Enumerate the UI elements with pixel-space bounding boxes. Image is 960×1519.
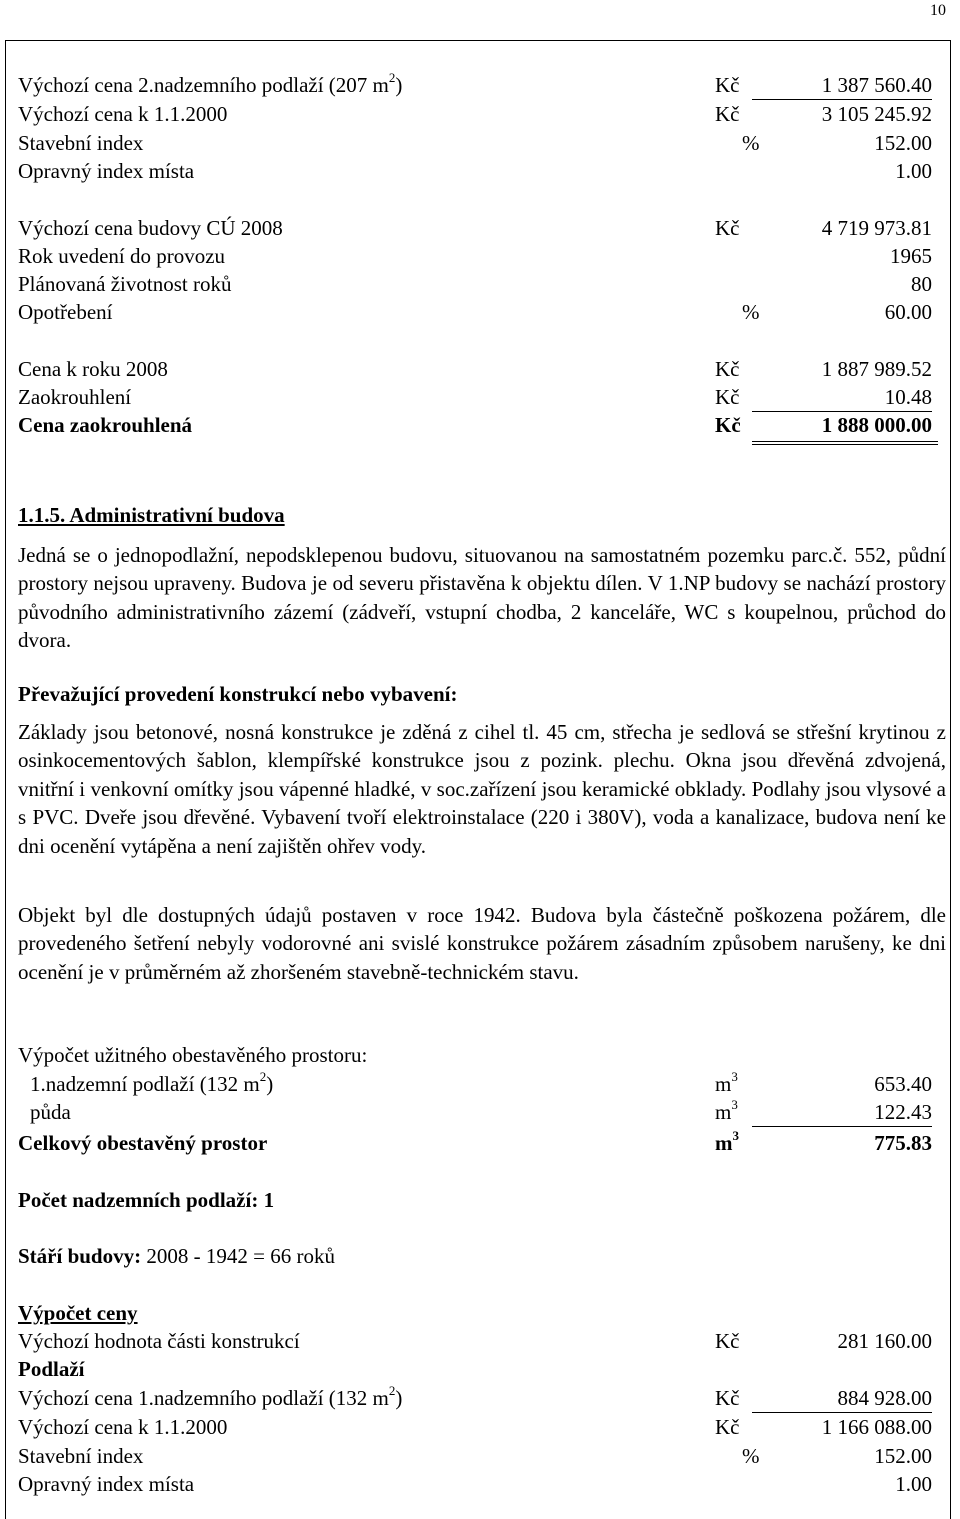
row-label: Výchozí hodnota části konstrukcí	[18, 1329, 300, 1353]
row-unit: Kč	[715, 385, 740, 409]
row-unit: Kč	[715, 1329, 740, 1353]
table-row-total	[18, 411, 932, 439]
page-number: 10	[930, 2, 946, 19]
table-row	[18, 1470, 932, 1498]
floor-heading: Podlaží	[18, 1357, 85, 1381]
row-unit: Kč	[715, 73, 740, 97]
paragraph-construction: Základy jsou betonové, nosná konstrukce je zděná z cihel tl. 45 cm, střecha je sedlová se střešní krytinou z osinkocementových šablon, klempířské konstrukce jsou z pozink. plechu. Okna jsou dřevěná zdvojená, vnitřní i venkovní omítky jsou vápenné hladké, v soc.zařízení jsou keramické obklady. Podlahy jsou vlysové a s PVC. Dveře jsou dřevěné. Vybavení tvoří elektroinstalace (220 i 380V), voda a kanalizace, budova není ke dni ocenění vytápěna a není zajištěn ohřev vody.	[18, 720, 946, 858]
volume-row	[18, 1098, 932, 1126]
row-value: 152.00	[874, 1444, 932, 1468]
row-value: 1 166 088.00	[821, 1415, 932, 1439]
table-row	[18, 270, 932, 298]
double-underline	[752, 441, 938, 442]
section-title: 1.1.5. Administrativní budova	[18, 503, 285, 527]
row-value: 10.48	[884, 385, 932, 409]
row-label: Výchozí cena budovy CÚ 2008	[18, 216, 283, 240]
volume-total-row	[18, 1129, 932, 1157]
row-label: Opravný index místa	[18, 1472, 195, 1496]
table-row	[18, 1384, 932, 1412]
row-unit: $m^3$	[715, 1069, 738, 1096]
row-unit: %	[742, 131, 760, 155]
table-row	[18, 383, 932, 411]
row-value: 60.00	[884, 300, 932, 324]
table-row	[18, 129, 932, 157]
row-label: Cena zaokrouhlená	[18, 413, 193, 437]
table-row	[18, 71, 932, 99]
row-label: 1.nadzemní podlaží (132 $m^2$)	[30, 1069, 274, 1096]
row-unit: $m^3$	[715, 1097, 738, 1124]
volume-row	[18, 1070, 932, 1098]
table-row	[18, 100, 932, 128]
table-row	[18, 1327, 932, 1355]
paragraph-description: Jedná se o jednopodlažní, nepodsklepenou budovu, situovanou na samostatném pozemku parc.č. 552, půdní prostory nejsou upraveny. Budova je od severu přistavěna k objektu dílen. V 1.NP budovy se nachází prostory původního administrativního zázemí (zádveří, vstupní chodba, 2 kanceláře, WC s koupelnou, průchod do dvora.	[18, 543, 946, 653]
row-unit: Kč	[715, 102, 740, 126]
row-label: půda	[30, 1100, 71, 1124]
row-label: Výchozí cena k 1.1.2000	[18, 102, 228, 126]
row-value: 775.83	[874, 1131, 932, 1155]
row-value: 152.00	[874, 131, 932, 155]
row-label: Stavební index	[18, 131, 144, 155]
row-value: 884 928.00	[837, 1386, 932, 1410]
row-label: Stavební index	[18, 1444, 144, 1468]
table-row	[18, 157, 932, 185]
prevailing-heading: Převažující provedení konstrukcí nebo vybavení:	[18, 682, 458, 706]
row-unit: Kč	[715, 1386, 740, 1410]
table-row	[18, 1442, 932, 1470]
table-row	[18, 355, 932, 383]
row-label: Opravný index místa	[18, 159, 195, 183]
paragraph-history: Objekt byl dle dostupných údajů postaven v roce 1942. Budova byla částečně poškozena požárem, dle provedeného šetření nebyly vodorovné ani svislé konstrukce požárem zásadním způsobem narušeny, ke dni ocenění je v průměrném až zhoršeném stavebně-technickém stavu.	[18, 903, 946, 984]
row-value: 1 888 000.00	[821, 413, 932, 437]
age-label: Stáří budovy:	[18, 1244, 142, 1268]
row-value: 1.00	[895, 159, 932, 183]
age-value: 2008 - 1942 = 66 roků	[146, 1244, 335, 1268]
floors-label: Počet nadzemních podlaží:	[18, 1188, 259, 1212]
row-unit: Kč	[715, 216, 740, 240]
row-value: 122.43	[874, 1100, 932, 1124]
row-value: 653.40	[874, 1072, 932, 1096]
underline	[752, 1126, 932, 1127]
row-label: Zaokrouhlení	[18, 385, 132, 409]
row-label: Cena k roku 2008	[18, 357, 168, 381]
row-unit: Kč	[715, 357, 740, 381]
row-unit: Kč	[715, 413, 741, 437]
table-row	[18, 242, 932, 270]
volume-heading: Výpočet užitného obestavěného prostoru:	[18, 1043, 368, 1067]
table-row	[18, 1413, 932, 1441]
row-unit: $m^3$	[715, 1128, 739, 1155]
row-value: 80	[911, 272, 932, 296]
floors-line	[18, 1186, 274, 1214]
row-label: Výchozí cena 1.nadzemního podlaží (132 $m^2$)	[18, 1383, 403, 1410]
row-unit: Kč	[715, 1415, 740, 1439]
row-label: Plánovaná životnost roků	[18, 272, 232, 296]
age-line	[18, 1242, 335, 1270]
row-label: Celkový obestavěný prostor	[18, 1131, 268, 1155]
row-value: 1 387 560.40	[821, 73, 932, 97]
price-heading: Výpočet ceny	[18, 1301, 138, 1325]
double-underline	[752, 444, 938, 445]
row-unit: %	[742, 1444, 760, 1468]
floors-value: 1	[263, 1188, 275, 1212]
row-label: Výchozí cena k 1.1.2000	[18, 1415, 228, 1439]
row-unit: %	[742, 300, 760, 324]
row-value: 1.00	[895, 1472, 932, 1496]
row-label: Rok uvedení do provozu	[18, 244, 226, 268]
row-value: 1 887 989.52	[821, 357, 932, 381]
row-label: Výchozí cena 2.nadzemního podlaží (207 $m^2$)	[18, 70, 403, 97]
row-label: Opotřebení	[18, 300, 113, 324]
table-row	[18, 214, 932, 242]
row-value: 4 719 973.81	[821, 216, 932, 240]
row-value: 281 160.00	[837, 1329, 932, 1353]
row-value: 1965	[890, 244, 932, 268]
table-row	[18, 298, 932, 326]
row-value: 3 105 245.92	[821, 102, 932, 126]
